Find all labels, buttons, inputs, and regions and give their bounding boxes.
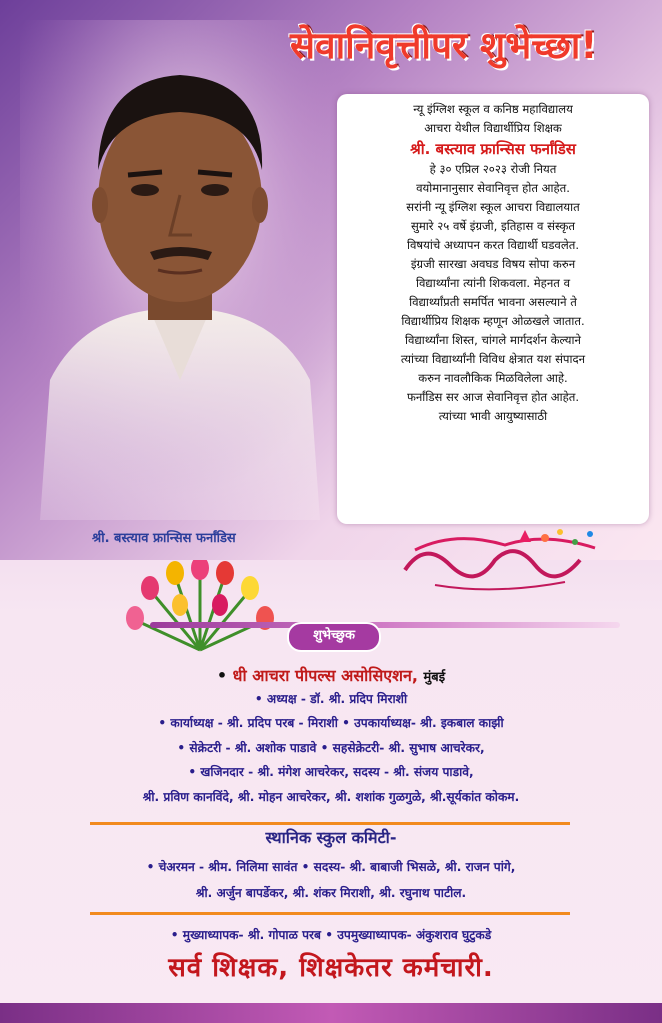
message-line: विद्यार्थीप्रिय शिक्षक म्हणून ओळखले जातात. xyxy=(401,314,585,328)
bullet: • xyxy=(216,666,228,685)
section-divider xyxy=(90,822,570,825)
organization-line: • कार्याध्यक्ष - श्री. प्रदिप परब - मिराशी • उपकार्याध्यक्ष- श्री. इकबाल काझी xyxy=(158,716,504,730)
message-line: सुमारे २५ वर्षे इंग्रजी, इतिहास व संस्कृत xyxy=(411,219,575,233)
organization-line: श्री. प्रविण कानविंदे, श्री. मोहन आचरेकर, श्री. शशांक गुळगुळे, श्री.सूर्यकांत कोकम. xyxy=(142,790,520,804)
committee-line: श्री. अर्जुन बापर्डेकर, श्री. शंकर मिराशी, श्री. रघुनाथ पाटील. xyxy=(195,886,467,900)
committee-title: स्थानिक स्कुल कमिटी- xyxy=(265,828,397,847)
wishers-label: शुभेच्छुक xyxy=(287,622,381,652)
message-line: हे ३० एप्रिल २०२३ रोजी नियत xyxy=(429,162,557,176)
message-line: विद्यार्थ्यांप्रती समर्पित भावना असल्याने ते xyxy=(409,295,577,309)
organization-name: धी आचरा पीपल्स असोसिएशन, xyxy=(232,666,418,685)
principal-line: • मुख्याध्यापक- श्री. गोपाळ परब • उपमुख्याध्यापक- अंकुशराव घुटुकडे xyxy=(170,928,492,942)
message-line: विषयांचे अध्यापन करत विद्यार्थी घडवलेत. xyxy=(406,238,580,252)
committee-line: • चेअरमन - श्रीम. निलिमा सावंत • सदस्य- श्री. बाबाजी भिसळे, श्री. राजन पांगे, xyxy=(146,860,516,874)
message-line: त्यांच्या विद्यार्थ्यांनी विविध क्षेत्रात यश संपादन xyxy=(400,352,586,366)
message-line: विद्यार्थ्यांना शिस्त, चांगले मार्गदर्शन केल्याने xyxy=(405,333,581,347)
message-line: सरांनी न्यू इंग्लिश स्कूल आचरा विद्यालयात xyxy=(406,200,580,214)
message-line: इंग्रजी सारखा अवघड विषय सोपा करुन xyxy=(410,257,576,271)
message-line: वयोमानानुसार सेवानिवृत्त होत आहेत. xyxy=(416,181,570,195)
decorative-divider xyxy=(150,622,620,628)
honoree-name: श्री. बस्त्याव फ्रान्सिस फर्नांडिस xyxy=(410,140,576,158)
tulip-bouquet-illustration xyxy=(110,560,290,655)
staff-line: सर्व शिक्षक, शिक्षकेतर कर्मचारी. xyxy=(168,953,494,983)
organization-heading xyxy=(0,664,662,686)
organization-line: • सेक्रेटरी - श्री. अशोक पाडावे • सहसेक्रेटरी- श्री. सुभाष आचरेकर, xyxy=(177,741,485,755)
message-line: विद्यार्थ्यांना त्यांनी शिकवला. मेहनत व xyxy=(415,276,571,290)
message-line: आचरा येथील विद्यार्थीप्रिय शिक्षक xyxy=(424,121,562,135)
portrait-photo xyxy=(20,20,340,520)
organization-line: • अध्यक्ष - डॉ. श्री. प्रदिप मिराशी xyxy=(254,692,408,706)
organization-city: मुंबई xyxy=(423,670,446,685)
photo-caption: श्री. बस्त्याव फ्रान्सिस फर्नांडिस xyxy=(92,531,236,546)
message-line: फर्नांडिस सर आज सेवानिवृत्त होत आहेत. xyxy=(406,390,580,404)
message-line: न्यू इंग्लिश स्कूल व कनिष्ठ महाविद्यालय xyxy=(413,102,573,116)
greeting-calligraphy xyxy=(395,520,625,600)
message-line: त्यांच्या भावी आयुष्यासाठी xyxy=(438,409,548,423)
message-box xyxy=(337,94,649,524)
section-divider xyxy=(90,912,570,915)
message-line: करुन नावलौकिक मिळविलेला आहे. xyxy=(418,371,568,385)
organization-line: • खजिनदार - श्री. मंगेश आचरेकर, सदस्य - श्री. संजय पाडावे, xyxy=(188,765,474,779)
bottom-band xyxy=(0,1003,662,1023)
page-title: सेवानिवृत्तीपर शुभेच्छा! xyxy=(290,24,598,67)
